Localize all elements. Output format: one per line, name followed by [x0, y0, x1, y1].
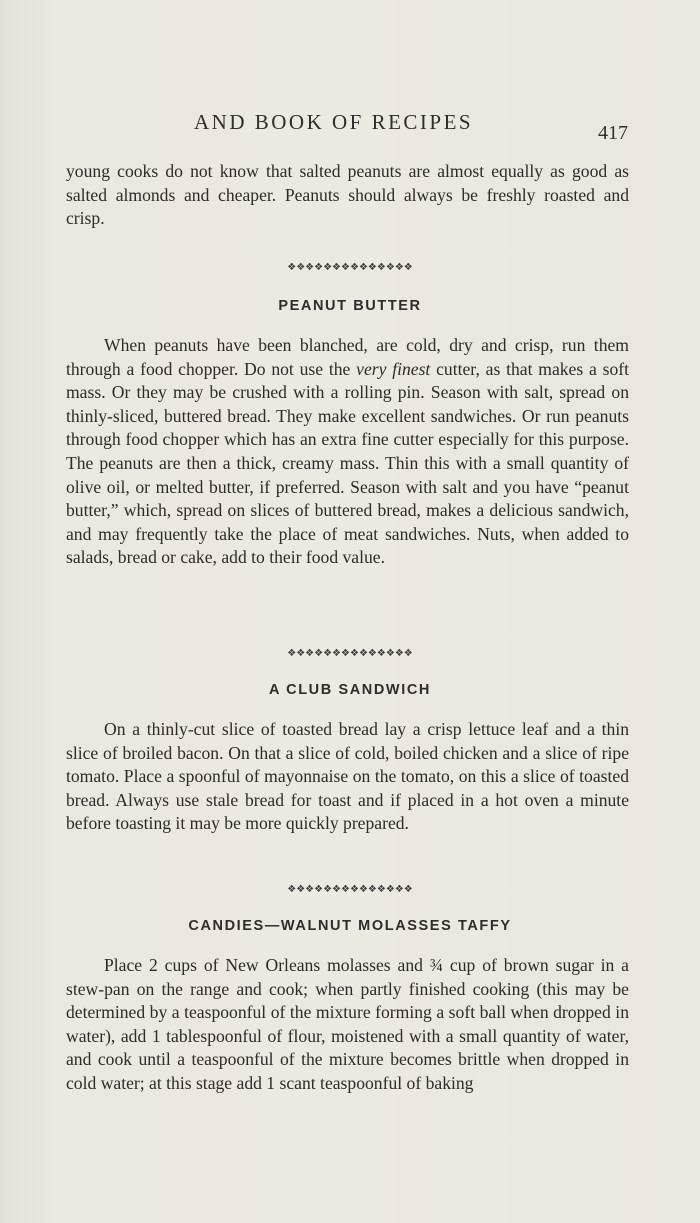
section-heading-walnut-taffy: CANDIES—WALNUT MOLASSES TAFFY: [188, 918, 512, 934]
ornament-divider: ❖❖❖❖❖❖❖❖❖❖❖❖❖❖: [287, 262, 413, 273]
body-text: When peanuts have been blanched, are cold, dry and crisp, run them through a food chopper. Do not use the: [66, 335, 629, 379]
intro-paragraph: young cooks do not know that salted peanuts are almost equally as good as salted almonds and cheaper. Peanuts should always be freshly roasted and crisp.: [66, 161, 629, 229]
section-body-peanut-butter: [66, 334, 629, 570]
section-heading-peanut-butter: PEANUT BUTTER: [278, 298, 422, 314]
section-body-walnut-taffy: Place 2 cups of New Orleans molasses and ¾ cup of brown sugar in a stew-pan on the range and cook; when partly finished cooking (this may be determined by a teaspoonful of the mixture forming a soft ball when dropped in water), add 1 tablespoonful of flour, moistened with a small quantity of water, and cook until a teaspoonful of the mixture becomes brittle when dropped in cold water; at this stage add 1 scant teaspoonful of baking: [66, 955, 629, 1093]
ornament-divider: ❖❖❖❖❖❖❖❖❖❖❖❖❖❖: [287, 648, 413, 659]
ornament-divider: ❖❖❖❖❖❖❖❖❖❖❖❖❖❖: [287, 884, 413, 895]
section-heading-club-sandwich: A CLUB SANDWICH: [268, 682, 431, 698]
italic-phrase: very finest: [356, 358, 431, 379]
body-text: cutter, as that makes a soft mass. Or they may be crushed with a rolling pin. Season with salt, spread on thinly-sliced, buttered bread. They make excellent sandwiches. Or run peanuts through food chopper which has an extra fine cutter especially for this purpose. The peanuts are then a thick, creamy mass. Thin this with a small quantity of olive oil, or melted butter, if preferred. Season with salt and you have “peanut butter,” which, spread on slices of buttered bread, makes a delicious sandwich, and may frequently take the place of meat sandwiches. Nuts, when added to salads, bread or cake, add to their food value.: [66, 358, 629, 568]
section-body-club-sandwich: On a thinly-cut slice of toasted bread lay a crisp lettuce leaf and a thin slice of broiled bacon. On that a slice of cold, boiled chicken and a slice of ripe tomato. Place a spoonful of mayonnaise on the tomato, on this a slice of toasted bread. Always use stale bread for toast and if placed in a hot oven a minute before toasting it may be more quickly prepared.: [66, 719, 629, 834]
page-number: 417: [598, 122, 628, 144]
running-head: [0, 110, 700, 144]
running-title: AND BOOK OF RECIPES: [194, 110, 474, 134]
